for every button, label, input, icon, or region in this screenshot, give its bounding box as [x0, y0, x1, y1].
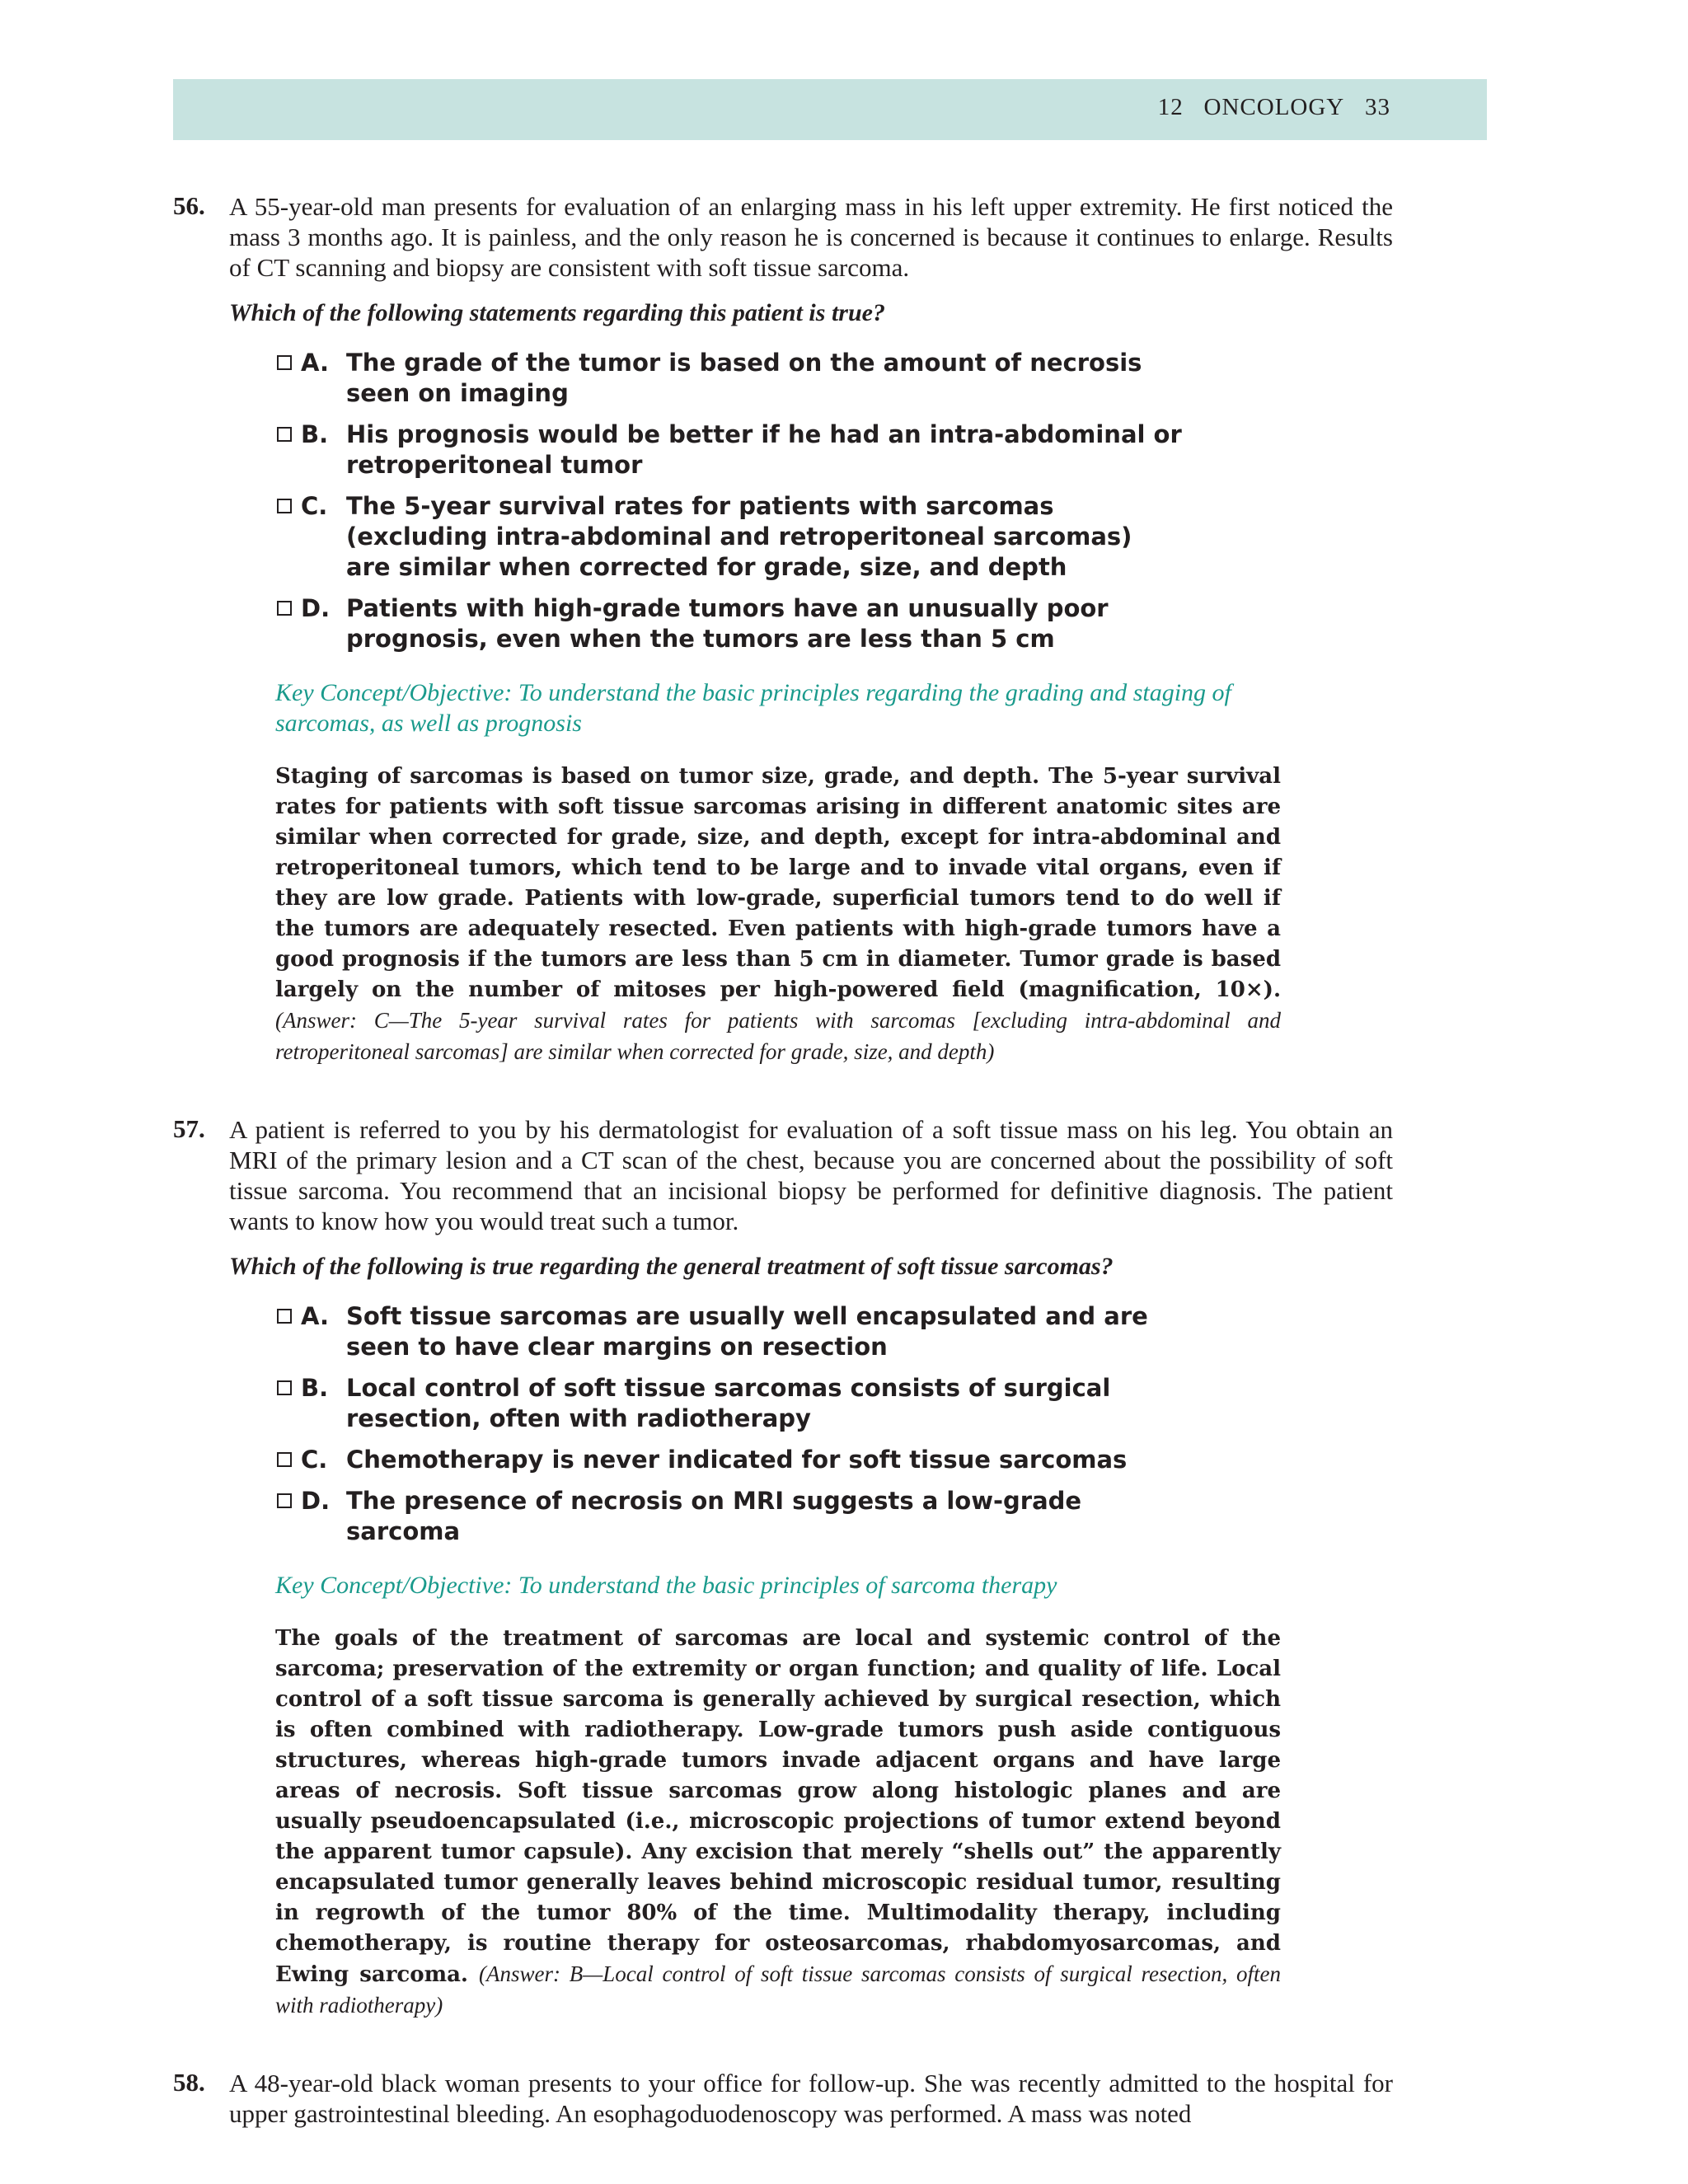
- question-57: [173, 1114, 1393, 2022]
- option-letter: A.: [301, 1302, 329, 1330]
- question-58: [173, 2068, 1393, 2129]
- answer-text: (Answer: C—The 5-year survival rates for patients with sarcomas [excluding intra-abdominal and retroperitoneal sarcomas] are similar when corrected for grade, size, and depth): [275, 1008, 1281, 1064]
- explanation: [275, 1624, 1281, 2022]
- page-content: [173, 191, 1393, 2129]
- question-stem: A 55-year-old man presents for evaluation of an enlarging mass in his left upper extremity. He first noticed the mass 3 months ago. It is painless, and the only reason he is concerned is because it continues to enlarge. Results of CT scanning and biopsy are consistent with soft tissue sarcoma.: [229, 192, 1393, 282]
- option-a[interactable]: [277, 348, 1184, 409]
- checkbox-icon[interactable]: [277, 427, 292, 442]
- checkbox-icon[interactable]: [277, 601, 292, 616]
- option-text: His prognosis would be better if he had an intra-abdominal or retroperitoneal tumor: [346, 420, 1182, 479]
- chapter-number: 12: [1157, 94, 1184, 120]
- question-prompt: Which of the following statements regarding this patient is true?: [229, 299, 885, 326]
- checkbox-icon[interactable]: [277, 1493, 292, 1508]
- option-letter: B.: [301, 420, 329, 448]
- option-letter: C.: [301, 492, 328, 520]
- explanation: [275, 762, 1281, 1068]
- answer-text: (Answer: B—Local control of soft tissue sarcomas consists of surgical resection, often with radiotherapy): [275, 1961, 1281, 2018]
- checkbox-icon[interactable]: [277, 1452, 292, 1467]
- option-a[interactable]: [277, 1301, 1184, 1362]
- option-text: The presence of necrosis on MRI suggests a low-grade sarcoma: [346, 1487, 1082, 1545]
- question-stem: A patient is referred to you by his dermatologist for evaluation of a soft tissue mass on his leg. You obtain an MRI of the primary lesion and a CT scan of the chest, because you are concerned about the possibility of soft tissue sarcoma. You recommend that an incisional biopsy be performed for definitive diagnosis. The patient wants to know how you would treat such a tumor.: [229, 1115, 1393, 1235]
- option-letter: D.: [301, 594, 331, 622]
- key-concept: Key Concept/Objective: To understand the basic principles of sarcoma therapy: [275, 1572, 1057, 1599]
- question-56: [173, 191, 1393, 1068]
- option-c[interactable]: [277, 1445, 1184, 1475]
- section-title: ONCOLOGY: [1203, 94, 1345, 120]
- option-text: The grade of the tumor is based on the amount of necrosis seen on imaging: [346, 349, 1142, 407]
- option-letter: D.: [301, 1487, 331, 1515]
- question-number: 57.: [173, 1114, 205, 1143]
- option-c[interactable]: [277, 491, 1184, 583]
- question-stem: A 48-year-old black woman presents to your office for follow-up. She was recently admitted to the hospital for upper gastrointestinal bleeding. An esophagoduodenoscopy was performed. A mass was noted: [229, 2069, 1393, 2128]
- question-prompt: Which of the following is true regarding the general treatment of soft tissue sarcomas?: [229, 1253, 1114, 1280]
- running-header: [173, 79, 1487, 140]
- option-letter: A.: [301, 349, 329, 377]
- checkbox-icon[interactable]: [277, 1380, 292, 1395]
- explanation-text: The goals of the treatment of sarcomas are local and systemic control of the sarcoma; preservation of the extremity or organ function; and quality of life. Local control of a soft tissue sarcoma is generally achieved by surgical resection, which is often combined with radiotherapy. Low-grade tumors push aside contiguous structures, whereas high-grade tumors invade adjacent organs and have large areas of necrosis. Soft tissue sarcomas grow along histologic planes and are usually pseudoencapsulated (i.e., microscopic projections of tumor extend beyond the apparent tumor capsule). Any excision that merely “shells out” the apparently encapsulated tumor generally leaves behind microscopic residual tumor, resulting in regrowth of the tumor 80% of the time. Multimodality therapy, including chemotherapy, is routine therapy for osteosarcomas, rhabdomyosarcomas, and Ewing sarcoma.: [275, 1626, 1281, 1987]
- checkbox-icon[interactable]: [277, 1309, 292, 1324]
- option-text: The 5-year survival rates for patients with sarcomas (excluding intra-abdominal and retroperitoneal sarcomas) are similar when corrected for grade, size, and depth: [346, 492, 1132, 581]
- option-text: Chemotherapy is never indicated for soft tissue sarcomas: [346, 1446, 1128, 1474]
- option-b[interactable]: [277, 419, 1184, 480]
- option-b[interactable]: [277, 1373, 1184, 1434]
- key-concept: Key Concept/Objective: To understand the basic principles regarding the grading and staging of sarcomas, as well as prognosis: [275, 679, 1231, 737]
- answer-options: [277, 348, 1184, 654]
- option-d[interactable]: [277, 593, 1184, 654]
- explanation-text: Staging of sarcomas is based on tumor size, grade, and depth. The 5-year survival rates for patients with soft tissue sarcomas arising in different anatomic sites are similar when corrected for grade, size, and depth, except for intra-abdominal and retroperitoneal tumors, which tend to be large and to invade vital organs, even if they are low grade. Patients with low-grade, superficial tumors tend to do well if the tumors are adequately resected. Even patients with high-grade tumors have a good prognosis if the tumors are less than 5 cm in diameter. Tumor grade is based largely on the number of mitoses per high-powered field (magnification, 10×).: [275, 764, 1281, 1002]
- option-text: Patients with high-grade tumors have an unusually poor prognosis, even when the tumors are less than 5 cm: [346, 594, 1109, 653]
- header-text: [1158, 94, 1390, 121]
- answer-options: [277, 1301, 1184, 1547]
- checkbox-icon[interactable]: [277, 499, 292, 513]
- option-text: Soft tissue sarcomas are usually well encapsulated and are seen to have clear margins on resection: [346, 1302, 1148, 1361]
- checkbox-icon[interactable]: [277, 355, 292, 370]
- option-d[interactable]: [277, 1486, 1184, 1547]
- option-text: Local control of soft tissue sarcomas consists of surgical resection, often with radiotherapy: [346, 1374, 1111, 1432]
- question-number: 58.: [173, 2068, 205, 2097]
- option-letter: C.: [301, 1446, 328, 1474]
- page-number: 33: [1365, 94, 1390, 120]
- option-letter: B.: [301, 1374, 329, 1402]
- question-number: 56.: [173, 191, 205, 220]
